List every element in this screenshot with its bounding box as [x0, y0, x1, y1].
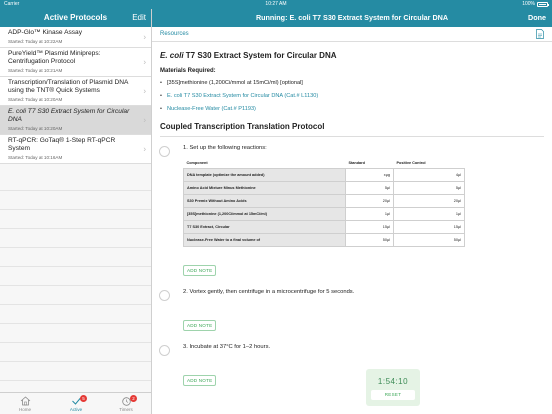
protocol-started: Started: Today at 10:21AM: [8, 68, 63, 73]
battery-percent: 100%: [522, 1, 535, 7]
page-title: Running: E. coli T7 S30 Extract System for Circular DNA: [255, 13, 449, 22]
protocol-item[interactable]: [0, 77, 151, 106]
step-checkbox[interactable]: [159, 345, 170, 356]
standard-cell: 1μl: [346, 208, 394, 221]
carrier-label: Carrier: [4, 1, 20, 7]
step-text: 3. Incubate at 37°C for 1–2 hours.: [183, 344, 271, 350]
kit-title-rest: T7 S30 Extract System for Circular DNA: [183, 51, 337, 60]
standard-cell: 15μl: [346, 221, 394, 234]
section-title: Coupled Transcription Translation Protocol: [160, 122, 544, 137]
tab-label: Home: [18, 407, 31, 412]
chevron-right-icon: ›: [143, 57, 146, 67]
step-checkbox[interactable]: [159, 146, 170, 157]
protocol-item[interactable]: [0, 27, 151, 48]
add-note-button[interactable]: ADD NOTE: [183, 375, 216, 386]
step-text: 2. Vortex gently, then centrifuge in a microcentrifuge for 5 seconds.: [183, 289, 355, 295]
table-row: [184, 234, 465, 247]
tab-active[interactable]: [61, 396, 91, 412]
component-cell: Nuclease-Free Water to a final volume of: [184, 234, 346, 247]
detail-header: [152, 9, 552, 27]
protocol-item[interactable]: [0, 48, 151, 77]
tab-label: Timers: [119, 407, 133, 412]
component-cell: S30 Premix Without Amino Acids: [184, 195, 346, 208]
timer-reset-button[interactable]: RESET: [371, 390, 415, 400]
protocol-item[interactable]: [0, 135, 151, 164]
protocol-name: RT-qPCR: GoTaq® 1-Step RT-qPCR System: [8, 137, 116, 152]
add-note-button[interactable]: ADD NOTE: [183, 265, 216, 276]
protocol-name: E. coli T7 S30 Extract System for Circular DNA: [8, 108, 130, 123]
protocol-detail: [152, 9, 552, 414]
resources-link[interactable]: Resources: [160, 31, 189, 37]
clock: 10:27 AM: [265, 1, 287, 7]
table-row: [184, 182, 465, 195]
table-row: [184, 221, 465, 234]
protocol-name: ADP-Glo™ Kinase Assay: [8, 29, 83, 36]
control-cell: 5μl: [394, 182, 465, 195]
reaction-table: [183, 158, 465, 247]
standard-cell: 5μl: [346, 182, 394, 195]
protocol-item-selected[interactable]: [0, 106, 151, 135]
component-cell: T7 S30 Extract, Circular: [184, 221, 346, 234]
column-header: Component: [184, 158, 346, 169]
control-cell: 1μl: [394, 208, 465, 221]
timer-countdown: 1:54:10: [377, 377, 409, 386]
standard-cell: 50μl: [346, 234, 394, 247]
protocol-content: [152, 51, 552, 137]
table-row: [184, 195, 465, 208]
kit-title: [160, 51, 544, 60]
battery-icon: [537, 2, 548, 7]
materials-title: Materials Required:: [160, 68, 216, 74]
tab-bar: [0, 392, 151, 414]
home-icon: [20, 396, 31, 406]
step-timer[interactable]: [366, 369, 420, 406]
control-cell: 4μl: [394, 169, 465, 182]
component-cell: [35S]methionine (1,200Ci/mmol at 15mCi/ml): [184, 208, 346, 221]
control-cell: 15μl: [394, 221, 465, 234]
protocol-started: Started: Today at 10:22AM: [8, 39, 63, 44]
resources-bar: [152, 27, 552, 42]
column-header: Positive Control: [394, 158, 465, 169]
sidebar: [0, 9, 152, 414]
sidebar-title: Active Protocols: [43, 13, 108, 22]
protocol-step: [152, 344, 552, 387]
component-cell: DNA template (optimize the amount added): [184, 169, 346, 182]
done-button[interactable]: Done: [528, 13, 546, 22]
pdf-document-icon[interactable]: [536, 29, 544, 39]
edit-button[interactable]: Edit: [132, 13, 146, 22]
component-cell: Amino Acid Mixture Minus Methionine: [184, 182, 346, 195]
material-item: • [35S]methionine (1,200Ci/mmol at 15mCi/ml) [optional]: [160, 80, 544, 86]
standard-cell: xμg: [346, 169, 394, 182]
material-link[interactable]: • Nuclease-Free Water (Cat.# P1193): [160, 106, 544, 112]
protocol-list: [0, 27, 151, 164]
standard-cell: 20μl: [346, 195, 394, 208]
battery-indicator: [522, 0, 548, 9]
protocol-name: Transcription/Translation of Plasmid DNA using the TNT® Quick Systems: [8, 79, 129, 94]
control-cell: 20μl: [394, 195, 465, 208]
chevron-right-icon: ›: [143, 144, 146, 154]
control-cell: 50μl: [394, 234, 465, 247]
chevron-right-icon: ›: [143, 32, 146, 42]
material-link[interactable]: • E. coli T7 S30 Extract System for Circular DNA (Cat.# L1130): [160, 93, 544, 99]
add-note-button[interactable]: ADD NOTE: [183, 320, 216, 331]
table-row: [184, 208, 465, 221]
sidebar-header: [0, 9, 151, 27]
column-header: Standard: [346, 158, 394, 169]
materials-list: [160, 80, 544, 112]
protocol-step: [152, 289, 552, 332]
protocol-step: [152, 145, 552, 277]
step-text: 1. Set up the following reactions:: [183, 145, 267, 151]
table-row: [184, 169, 465, 182]
step-checkbox[interactable]: [159, 290, 170, 301]
tab-home[interactable]: [10, 396, 40, 412]
protocol-started: Started: Today at 10:20AM: [8, 97, 63, 102]
chevron-right-icon: ›: [143, 86, 146, 96]
empty-list-rows: [0, 172, 151, 392]
chevron-right-icon: ›: [143, 115, 146, 125]
tab-timers[interactable]: [111, 396, 141, 412]
active-badge: 5: [80, 395, 87, 402]
timers-badge: 2: [130, 395, 137, 402]
kit-title-organism: E. coli: [160, 51, 184, 60]
protocol-started: Started: Today at 10:16AM: [8, 155, 63, 160]
tab-label: Active: [69, 407, 83, 412]
protocol-name: PureYield™ Plasmid Minipreps: Centrifugation Protocol: [8, 50, 101, 65]
table-header-row: [184, 158, 465, 169]
protocol-started: Started: Today at 10:20AM: [8, 126, 63, 131]
status-bar: [0, 0, 552, 9]
